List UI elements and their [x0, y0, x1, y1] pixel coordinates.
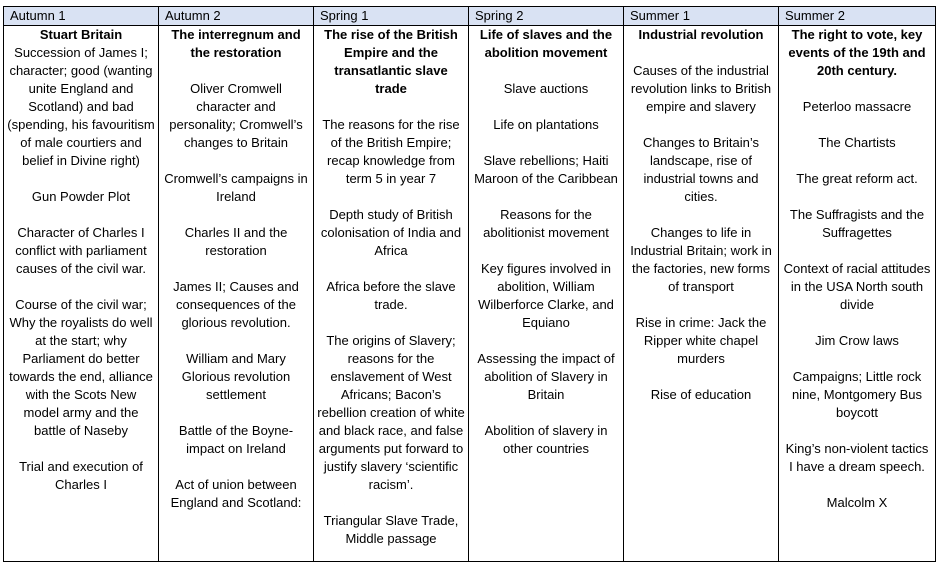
- topic-item: Depth study of British colonisation of India and Africa: [320, 207, 462, 258]
- topic-title: Stuart Britain: [39, 27, 123, 42]
- term-header-summer-1: Summer 1: [624, 7, 779, 26]
- topic-item: Battle of the Boyne- impact on Ireland: [178, 423, 294, 456]
- topic-item: Charles II and the restoration: [184, 225, 288, 258]
- term-header-spring-2: Spring 2: [469, 7, 624, 26]
- topic-title: The interregnum and the restoration: [171, 27, 301, 60]
- topic-item: Oliver Cromwell character and personality; Cromwell’s changes to Britain: [169, 81, 303, 150]
- topic-item: Malcolm X: [826, 495, 888, 510]
- term-cell-autumn-1: [4, 26, 159, 562]
- term-cell-autumn-2: [159, 26, 314, 562]
- topic-item: The Suffragists and the Suffragettes: [789, 207, 925, 240]
- topic-item: Assessing the impact of abolition of Slavery in Britain: [477, 351, 615, 402]
- topic-item: Character of Charles I conflict with parliament causes of the civil war.: [15, 225, 147, 276]
- topic-item: Changes to life in Industrial Britain; work in the factories, new forms of transport: [630, 225, 772, 294]
- term-cell-spring-1: [314, 26, 469, 562]
- topic-title: The rise of the British Empire and the transatlantic slave trade: [324, 27, 458, 96]
- topic-title: Industrial revolution: [638, 27, 764, 42]
- term-header-summer-2: Summer 2: [779, 7, 936, 26]
- term-header-autumn-2: Autumn 2: [159, 7, 314, 26]
- topic-item: Changes to Britain’s landscape, rise of industrial towns and cities.: [642, 135, 760, 204]
- topic-item: Rise in crime: Jack the Ripper white chapel murders: [635, 315, 767, 366]
- topic-item: The reasons for the rise of the British Empire; recap knowledge from term 5 in year 7: [322, 117, 460, 186]
- header-row: [4, 7, 936, 26]
- term-cell-spring-2: [469, 26, 624, 562]
- topic-item: The Chartists: [818, 135, 896, 150]
- topic-item: Abolition of slavery in other countries: [484, 423, 608, 456]
- topic-item: The origins of Slavery; reasons for the enslavement of West Africans; Bacon’s rebellion creation of white and black race, and false arguments put forward to justify slavery ‘scientific racism’.: [317, 333, 465, 492]
- topic-title: The right to vote, key events of the 19th and 20th century.: [788, 27, 926, 78]
- topic-item: Africa before the slave trade.: [326, 279, 456, 312]
- topic-item: Causes of the industrial revolution links to British empire and slavery: [630, 63, 772, 114]
- topic-item: Life on plantations: [493, 117, 599, 132]
- topic-item: William and Mary Glorious revolution settlement: [181, 351, 291, 402]
- topic-item: Act of union between England and Scotland:: [170, 477, 302, 510]
- topic-item: Rise of education: [650, 387, 752, 402]
- topic-item: Context of racial attitudes in the USA North south divide: [783, 261, 931, 312]
- topic-item: Key figures involved in abolition, William Wilberforce Clarke, and Equiano: [478, 261, 614, 330]
- topic-item: Jim Crow laws: [815, 333, 899, 348]
- term-cell-summer-1: [624, 26, 779, 562]
- topic-item: Trial and execution of Charles I: [19, 459, 143, 492]
- topic-item: Peterloo massacre: [802, 99, 912, 114]
- term-header-spring-1: Spring 1: [314, 7, 469, 26]
- topic-item: Slave rebellions; Haiti Maroon of the Caribbean: [474, 153, 618, 186]
- topic-item: Campaigns; Little rock nine, Montgomery Bus boycott: [791, 369, 923, 420]
- curriculum-table: [3, 6, 936, 562]
- topic-item: Succession of James I; character; good (wanting unite England and Scotland) and bad (spending, his favouritism of male courtiers and belief in Divine right): [7, 45, 155, 168]
- topic-item: Triangular Slave Trade, Middle passage: [323, 513, 459, 546]
- content-row: [4, 26, 936, 562]
- topic-item: King’s non-violent tactics I have a dream speech.: [785, 441, 929, 474]
- topic-item: Gun Powder Plot: [31, 189, 131, 204]
- topic-item: Slave auctions: [503, 81, 589, 96]
- topic-item: James II; Causes and consequences of the glorious revolution.: [173, 279, 299, 330]
- term-header-autumn-1: Autumn 1: [4, 7, 159, 26]
- topic-item: Reasons for the abolitionist movement: [483, 207, 609, 240]
- topic-item: Cromwell’s campaigns in Ireland: [164, 171, 308, 204]
- term-cell-summer-2: [779, 26, 936, 562]
- topic-item: The great reform act.: [796, 171, 918, 186]
- topic-title: Life of slaves and the abolition movement: [479, 27, 613, 60]
- topic-item: Course of the civil war; Why the royalists do well at the start; why Parliament do better towards the end, alliance with the Scots New model army and the battle of Naseby: [9, 297, 153, 438]
